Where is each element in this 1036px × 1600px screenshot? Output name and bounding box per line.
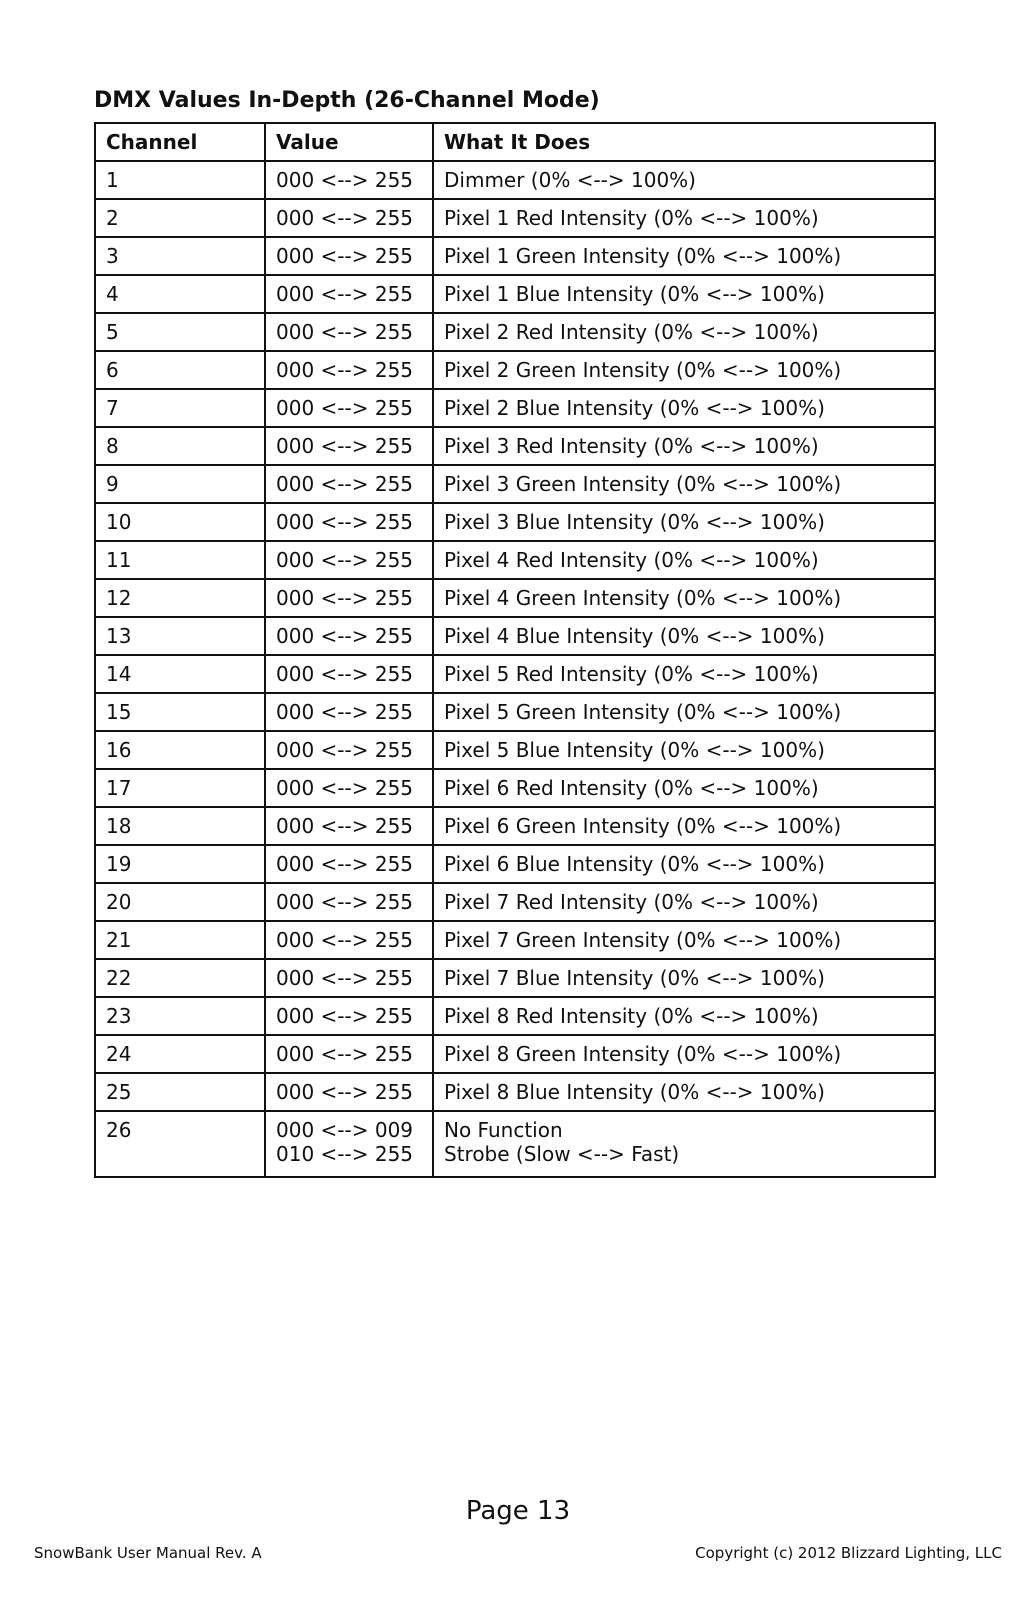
function-cell: Pixel 3 Green Intensity (0% <--> 100%) — [433, 465, 935, 503]
dmx-values-table — [94, 122, 936, 1178]
function-cell: Pixel 4 Blue Intensity (0% <--> 100%) — [433, 617, 935, 655]
function-cell: Pixel 4 Red Intensity (0% <--> 100%) — [433, 541, 935, 579]
table-row — [95, 883, 935, 921]
table-row — [95, 693, 935, 731]
channel-cell: 17 — [95, 769, 265, 807]
table-row — [95, 313, 935, 351]
channel-cell: 6 — [95, 351, 265, 389]
table-row — [95, 731, 935, 769]
value-cell: 000 <--> 255 — [265, 427, 433, 465]
column-header-function: What It Does — [433, 123, 935, 161]
channel-cell: 13 — [95, 617, 265, 655]
function-cell: Pixel 5 Blue Intensity (0% <--> 100%) — [433, 731, 935, 769]
table-row — [95, 351, 935, 389]
value-cell: 000 <--> 255 — [265, 389, 433, 427]
function-cell: Pixel 2 Red Intensity (0% <--> 100%) — [433, 313, 935, 351]
function-cell: Pixel 6 Blue Intensity (0% <--> 100%) — [433, 845, 935, 883]
value-cell: 000 <--> 255 — [265, 617, 433, 655]
function-cell: Pixel 5 Red Intensity (0% <--> 100%) — [433, 655, 935, 693]
table-row — [95, 541, 935, 579]
function-cell: Pixel 6 Green Intensity (0% <--> 100%) — [433, 807, 935, 845]
function-cell: Pixel 3 Blue Intensity (0% <--> 100%) — [433, 503, 935, 541]
value-range: 000 <--> 009 — [276, 1118, 414, 1142]
function-cell: Pixel 3 Red Intensity (0% <--> 100%) — [433, 427, 935, 465]
function-cell: Dimmer (0% <--> 100%) — [433, 161, 935, 199]
table-row — [95, 1035, 935, 1073]
channel-cell: 20 — [95, 883, 265, 921]
channel-cell: 26 — [95, 1111, 265, 1177]
function-cell: Pixel 1 Green Intensity (0% <--> 100%) — [433, 237, 935, 275]
function-text: Strobe (Slow <--> Fast) — [444, 1142, 680, 1166]
function-cell: Pixel 1 Blue Intensity (0% <--> 100%) — [433, 275, 935, 313]
value-cell: 000 <--> 255 — [265, 351, 433, 389]
channel-cell: 25 — [95, 1073, 265, 1111]
table-row — [95, 655, 935, 693]
value-cell: 000 <--> 255 — [265, 959, 433, 997]
channel-cell: 9 — [95, 465, 265, 503]
table-row — [95, 275, 935, 313]
table-row — [95, 465, 935, 503]
table-body — [95, 161, 935, 1177]
channel-cell: 24 — [95, 1035, 265, 1073]
channel-cell: 12 — [95, 579, 265, 617]
function-cell: Pixel 7 Green Intensity (0% <--> 100%) — [433, 921, 935, 959]
function-cell: Pixel 1 Red Intensity (0% <--> 100%) — [433, 199, 935, 237]
function-cell: Pixel 8 Blue Intensity (0% <--> 100%) — [433, 1073, 935, 1111]
page-number: Page 13 — [465, 1496, 571, 1526]
channel-cell: 16 — [95, 731, 265, 769]
function-cell: Pixel 5 Green Intensity (0% <--> 100%) — [433, 693, 935, 731]
function-cell: Pixel 7 Red Intensity (0% <--> 100%) — [433, 883, 935, 921]
value-cell: 000 <--> 255 — [265, 655, 433, 693]
function-cell: Pixel 7 Blue Intensity (0% <--> 100%) — [433, 959, 935, 997]
value-cell: 000 <--> 255 — [265, 465, 433, 503]
value-cell: 000 <--> 255 — [265, 921, 433, 959]
value-cell: 000 <--> 255 — [265, 693, 433, 731]
table-row — [95, 1111, 935, 1177]
table-row — [95, 1073, 935, 1111]
channel-cell: 15 — [95, 693, 265, 731]
table-row — [95, 199, 935, 237]
channel-cell: 5 — [95, 313, 265, 351]
footer-copyright: Copyright (c) 2012 Blizzard Lighting, LLC — [695, 1544, 1002, 1562]
value-cell: 000 <--> 255 — [265, 1073, 433, 1111]
value-range: 010 <--> 255 — [276, 1142, 414, 1166]
value-cell: 000 <--> 255 — [265, 807, 433, 845]
value-cell: 000 <--> 255 — [265, 731, 433, 769]
value-cell: 000 <--> 255 — [265, 237, 433, 275]
value-cell: 000 <--> 255 — [265, 883, 433, 921]
table-row — [95, 845, 935, 883]
value-cell: 000 <--> 255 — [265, 199, 433, 237]
value-cell: 000 <--> 255 — [265, 997, 433, 1035]
table-row — [95, 237, 935, 275]
channel-cell: 23 — [95, 997, 265, 1035]
section-heading: DMX Values In-Depth (26-Channel Mode) — [94, 88, 600, 113]
channel-cell: 8 — [95, 427, 265, 465]
column-header-value: Value — [265, 123, 433, 161]
value-cell: 000 <--> 255 — [265, 313, 433, 351]
column-header-channel: Channel — [95, 123, 265, 161]
table-row — [95, 161, 935, 199]
footer-manual-title: SnowBank User Manual Rev. A — [34, 1544, 262, 1562]
function-cell: Pixel 8 Green Intensity (0% <--> 100%) — [433, 1035, 935, 1073]
value-cell: 000 <--> 255 — [265, 579, 433, 617]
value-cell: 000 <--> 255 — [265, 845, 433, 883]
table-header-row — [95, 123, 935, 161]
function-cell: Pixel 2 Blue Intensity (0% <--> 100%) — [433, 389, 935, 427]
function-cell: Pixel 4 Green Intensity (0% <--> 100%) — [433, 579, 935, 617]
table-row — [95, 807, 935, 845]
table-row — [95, 427, 935, 465]
table-row — [95, 997, 935, 1035]
channel-cell: 22 — [95, 959, 265, 997]
channel-cell: 1 — [95, 161, 265, 199]
table-row — [95, 579, 935, 617]
value-cell: 000 <--> 255 — [265, 1035, 433, 1073]
value-cell: 000 <--> 255 — [265, 161, 433, 199]
channel-cell: 14 — [95, 655, 265, 693]
channel-cell: 11 — [95, 541, 265, 579]
table-row — [95, 503, 935, 541]
value-cell: 000 <--> 255 — [265, 503, 433, 541]
function-cell: Pixel 8 Red Intensity (0% <--> 100%) — [433, 997, 935, 1035]
channel-cell: 21 — [95, 921, 265, 959]
channel-cell: 2 — [95, 199, 265, 237]
channel-cell: 4 — [95, 275, 265, 313]
function-cell: Pixel 6 Red Intensity (0% <--> 100%) — [433, 769, 935, 807]
value-cell: 000 <--> 255 — [265, 769, 433, 807]
function-text: No Function — [444, 1118, 563, 1142]
value-cell — [265, 1111, 433, 1177]
value-cell: 000 <--> 255 — [265, 275, 433, 313]
table-row — [95, 769, 935, 807]
table-row — [95, 959, 935, 997]
value-cell: 000 <--> 255 — [265, 541, 433, 579]
function-cell: Pixel 2 Green Intensity (0% <--> 100%) — [433, 351, 935, 389]
function-cell — [433, 1111, 935, 1177]
table-row — [95, 921, 935, 959]
table-row — [95, 617, 935, 655]
channel-cell: 3 — [95, 237, 265, 275]
channel-cell: 18 — [95, 807, 265, 845]
channel-cell: 7 — [95, 389, 265, 427]
channel-cell: 10 — [95, 503, 265, 541]
channel-cell: 19 — [95, 845, 265, 883]
table-row — [95, 389, 935, 427]
